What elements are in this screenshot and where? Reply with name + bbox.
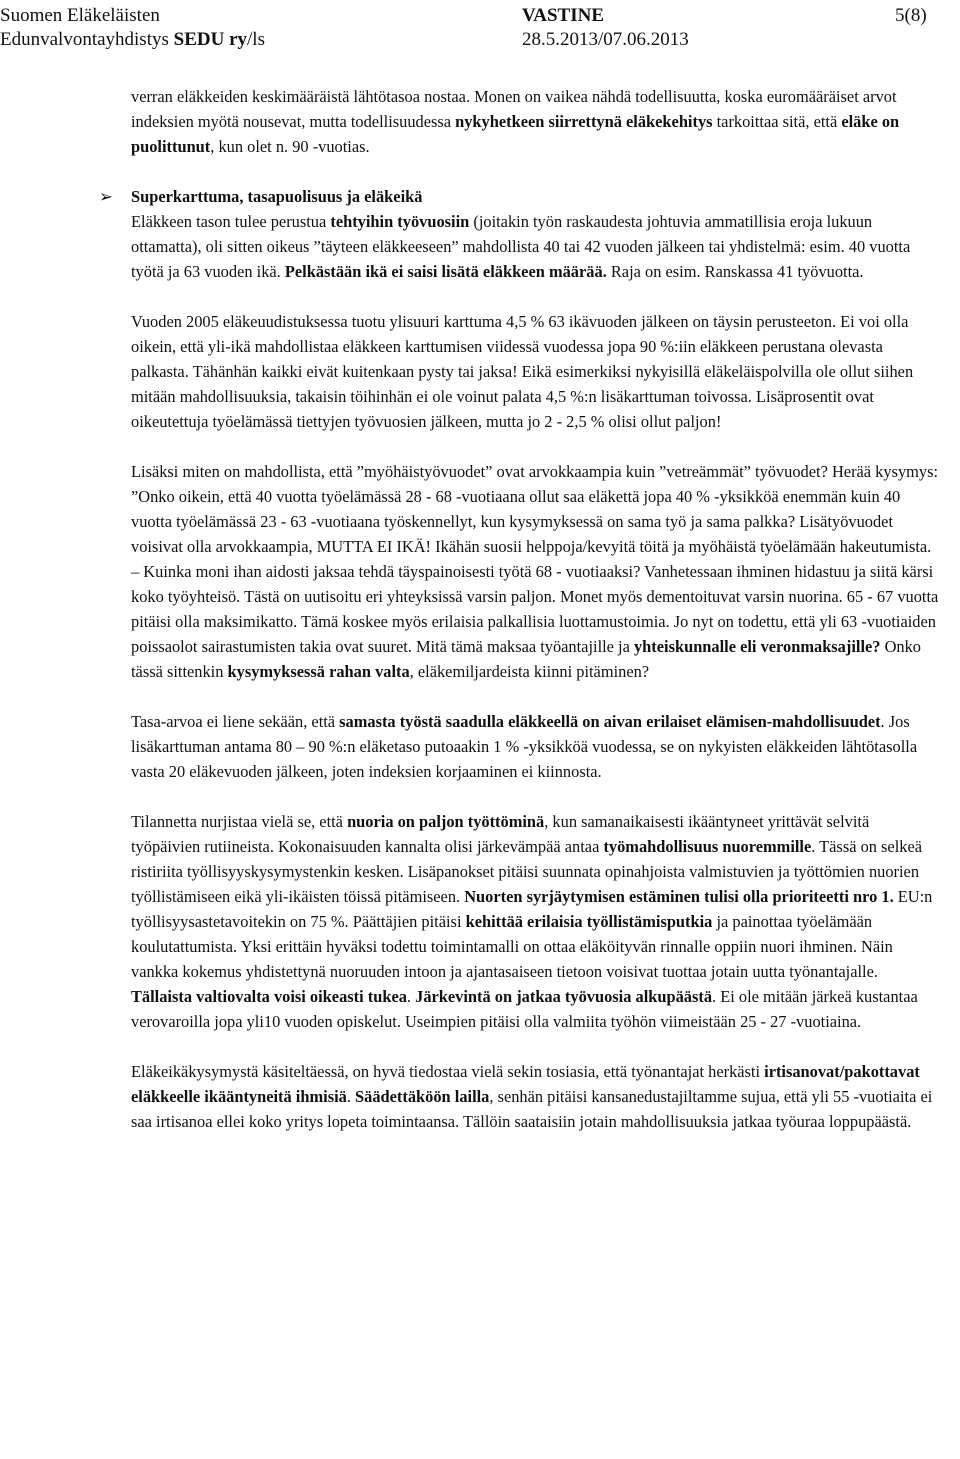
intro-section bbox=[131, 84, 939, 159]
text-run: . bbox=[346, 1087, 356, 1106]
text-run: Vuoden 2005 eläkeuudistuksessa tuotu ylisuuri karttuma 4,5 % 63 ikävuoden jälkeen on täysin perusteeton. Ei voi olla oikein, että yli-ikä mahdollistaa eläkkeen karttumisen viidessä vuodessa jopa 90 %:iin eläkkeen perustana olevasta palkasta. Tähänhän kaikki eivät kuitenkaan pysty tai jaksa! Eikä esimerkiksi nykyisillä eläkeläispolvilla ole ollut siihen mitään mahdollisuuksia, takaisin töihinhän ei ole voinut palata 4,5 %:n lisäkarttuman toivossa. Lisäprosentit ovat oikeutettuja työelämässä tiettyjen työvuosien jälkeen, mutta jo 2 - 2,5 % olisi ollut paljon! bbox=[131, 312, 914, 431]
text-run: . bbox=[406, 987, 416, 1006]
bold-text: samasta työstä saadulla eläkkeellä on aivan erilaiset elämisen-mahdollisuudet bbox=[339, 712, 881, 731]
bold-text: yhteiskunnalle eli veronmaksajille? bbox=[633, 637, 881, 656]
bold-text: kehittää erilaisia työllistämisputkia bbox=[465, 912, 713, 931]
paragraph bbox=[131, 309, 939, 434]
paragraph bbox=[131, 1059, 939, 1134]
text-run: (joitakin työn raskaudesta johtuvia ammatillisia eroja lukuun ottamatta), oli sitten oikeus ”täyteen eläkkeeseen” mahdollista 40 tai 42 vuoden jälkeen tai yhdistelmä: esim. 40 vuotta työtä ja 63 vuoden ikä. bbox=[131, 212, 911, 281]
header-doc-title: VASTINE bbox=[522, 5, 605, 26]
text-run: verran eläkkeiden keskimääräistä lähtötasoa nostaa. Monen on vaikea nähdä todellisuutta, koska euromääräiset arvot indeksien myötä nousevat, mutta todellisuudessa bbox=[131, 87, 897, 131]
document-body bbox=[99, 84, 939, 1159]
text-run: , kun samanaikaisesti ikääntyneet yrittävät selvitä työpäivien rutiineista. Kokonaisuuden kannalta olisi järkevämpää antaa bbox=[131, 812, 870, 856]
bold-text: irtisanovat/pakottavat eläkkeelle ikääntyneitä ihmisiä bbox=[131, 1062, 920, 1106]
text-run: ja painottaa työelämään koulutattumista. Yksi erittäin hyväksi todettu toimintamalli on ottaa eläköityvän rinnalle oppiin nuori ihminen. Näin vankka kokemus yhdistettynä nuoruuden intoon ja ajantasaiseen tietoon voisivat tuottaa jotain uutta työnantajalle. bbox=[131, 912, 893, 981]
paragraph bbox=[131, 209, 939, 284]
bullet-title-text: Superkarttuma, tasapuolisuus ja eläkeikä bbox=[131, 187, 423, 206]
bold-text: Järkevintä on jatkaa työvuosia alkupäästä bbox=[415, 987, 713, 1006]
bold-text: työmahdollisuus nuoremmille bbox=[603, 837, 812, 856]
header-dates: 28.5.2013/07.06.2013 bbox=[522, 29, 689, 50]
bold-text: kysymyksessä rahan valta bbox=[227, 662, 410, 681]
header-page-number: 5(8) bbox=[895, 5, 927, 26]
bullet-section bbox=[131, 209, 939, 1134]
text-run: Lisäksi miten on mahdollista, että ”myöhäistyövuodet” ovat arvokkaampia kuin ”vetreämmät” työvuodet? Herää kysymys: ”Onko oikein, että 40 vuotta työelämässä 28 - 68 -vuotiaana ollut saa eläkettä jopa 40 % -yksikköä enemmän kuin 40 vuotta työelämässä 23 - 63 -vuotiaana työskennellyt, kun kysymyksessä on sama työ ja sama palkka? Lisätyövuodet voisivat olla arvokkaampia, MUTTA EI IKÄ! Ikähän suosii helppoja/kevyitä töitä ja myöhäistä työelämään hakeutumista. – Kuinka moni ihan aidosti jaksaa tehdä täyspainoisesti työtä 68 - vuotiaaksi? Vanhetessaan ihminen hidastuu ja siitä kärsi koko työyhteisö. Tästä on uutisoitu eri yhteyksissä varsin paljon. Monet myös dementoituvat varsin nuorina. 65 - 67 vuotta pitäisi olla maksimikatto. Tämä koskee myös erilaisia palkallisia luottamustoimia. Jo nyt on todettu, että yli 63 -vuotiaiden poissaolot sairastumisten takia ovat suuret. Mitä tämä maksaa työantajille ja bbox=[131, 462, 939, 656]
text-run: , eläkemiljardeista kiinni pitäminen? bbox=[409, 662, 650, 681]
header-org-line2-pre: Edunvalvontayhdistys bbox=[0, 29, 174, 50]
text-run: Eläkeikäkysymystä käsiteltäessä, on hyvä tiedostaa vielä sekin tosiasia, että työnantajat herkästi bbox=[131, 1062, 765, 1081]
bold-text: Nuorten syrjäytymisen estäminen tulisi olla prioriteetti nro 1. bbox=[464, 887, 894, 906]
bold-text: nuoria on paljon työttöminä bbox=[347, 812, 545, 831]
text-run: EU:n työllisyysastetavoitekin on 75 %. Päättäjien pitäisi bbox=[131, 887, 933, 931]
text-run: . Ei ole mitään järkeä kustantaa verovaroilla jopa yli10 vuoden opiskelut. Useimpien pitäisi olla valmiita työhön viimeistään 25 - 27 -vuotiaina. bbox=[131, 987, 918, 1031]
text-run: tarkoittaa sitä, että bbox=[712, 112, 842, 131]
bullet-heading bbox=[99, 184, 939, 209]
text-run: Tilannetta nurjistaa vielä se, että bbox=[131, 812, 348, 831]
bold-text: eläke on puolittunut bbox=[131, 112, 900, 156]
bold-text: Tällaista valtiovalta voisi oikeasti tukea bbox=[131, 987, 407, 1006]
text-run: . Tässä on selkeä ristiriita työllisyyskysymystenkin kesken. Lisäpanokset pitäisi suunnata opinahjoista valmistuvien ja työttömien nuorien työllistämiseen eikä yli-ikäisten töissä pitämiseen. bbox=[131, 837, 923, 906]
header-org-line2-bold: SEDU ry bbox=[173, 29, 248, 50]
text-run: Raja on esim. Ranskassa 41 työvuotta. bbox=[606, 262, 864, 281]
arrow-bullet-icon: ➢ bbox=[99, 187, 113, 206]
bold-text: tehtyihin työvuosiin bbox=[330, 212, 470, 231]
text-run: . Jos lisäkarttuman antama 80 – 90 %:n eläketaso putoaakin 1 % -yksikköä vuodessa, se on nykyisten eläkkeiden lähtötasolla vasta 20 eläkevuoden jälkeen, joten indeksien korjaaminen ei kiinnosta. bbox=[131, 712, 918, 781]
paragraph bbox=[131, 709, 939, 784]
text-run: Tasa-arvoa ei liene sekään, että bbox=[131, 712, 340, 731]
header-org-line2-post: /ls bbox=[247, 29, 265, 50]
paragraph bbox=[131, 459, 939, 684]
bold-text: Säädettäköön lailla bbox=[355, 1087, 490, 1106]
paragraph bbox=[131, 84, 939, 159]
text-run: , kun olet n. 90 -vuotias. bbox=[210, 137, 370, 156]
text-run: Eläkkeen tason tulee perustua bbox=[131, 212, 331, 231]
header-org-line1: Suomen Eläkeläisten bbox=[0, 5, 160, 26]
text-run: , senhän pitäisi kansanedustajiltamme sujua, että yli 55 -vuotiaita ei saa irtisanoa ellei koko yritys lopeta toimintaansa. Tällöin saataisiin jotain mahdollisuuksia jatkaa työuraa loppupäästä. bbox=[131, 1087, 933, 1131]
bold-text: nykyhetkeen siirrettynä eläkekehitys bbox=[455, 112, 713, 131]
text-run: Onko tässä sittenkin bbox=[131, 637, 921, 681]
header-org-line2 bbox=[0, 28, 265, 52]
bold-text: Pelkästään ikä ei saisi lisätä eläkkeen määrää. bbox=[284, 262, 607, 281]
paragraph bbox=[131, 809, 939, 1034]
